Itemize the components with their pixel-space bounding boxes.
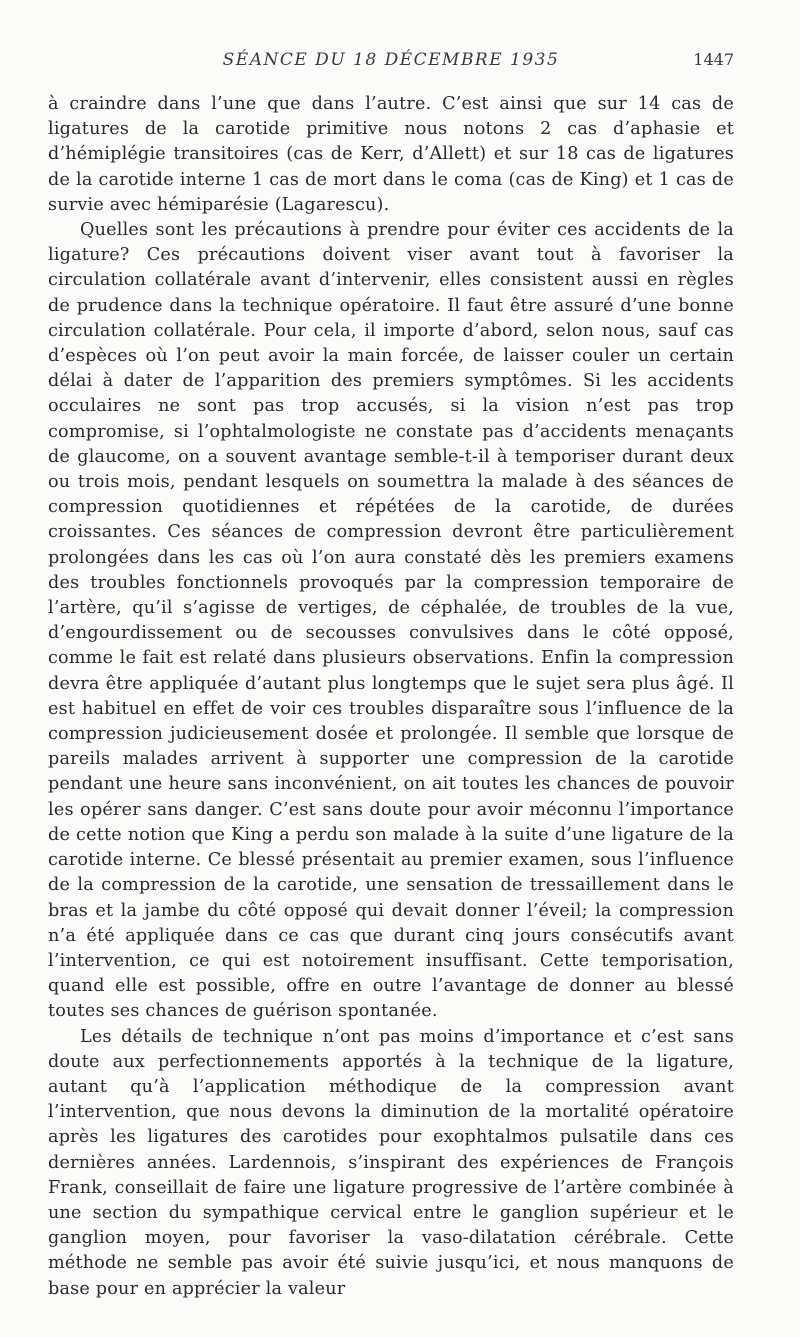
page-number: 1447: [693, 50, 734, 69]
paragraph: à craindre dans l’une que dans l’autre. C’est ainsi que sur 14 cas de ligatures de la carotide primitive nous notons 2 cas d’aphasie et d’hémiplégie transitoires (cas de Kerr, d’Allett) et sur 18 cas de ligatures de la carotide interne 1 cas de mort dans le coma (cas de King) et 1 cas de survie avec hémiparésie (Lagarescu).: [48, 94, 734, 215]
paragraph: Les détails de technique n’ont pas moins d’importance et c’est sans doute aux perfectionnements apportés à la technique de la ligature, autant qu’à l’application méthodique de la compression avant l’intervention, que nous devons la diminution de la mortalité opératoire après les ligatures des carotides pour exophtalmos pulsatile dans ces dernières années. Lardennois, s’inspirant des expériences de François Frank, conseillait de faire une ligature progressive de l’artère combinée à une section du sympathique cervical entre le ganglion supérieur et le ganglion moyen, pour favoriser la vaso-dilatation cérébrale. Cette méthode ne semble pas avoir été suivie jusqu’ici, et nous manquons de base pour en apprécier la valeur: [48, 1026, 734, 1299]
running-head: SÉANCE DU 18 DÉCEMBRE 1935: [222, 50, 560, 70]
body-text: [48, 92, 734, 1302]
page: [48, 40, 734, 1302]
paragraph: Quelles sont les précautions à prendre pour éviter ces accidents de la ligature? Ces précautions doivent viser avant tout à favoriser la circulation collatérale avant d’intervenir, elles consistent aussi en règles de prudence dans la technique opératoire. Il faut être assuré d’une bonne circulation collatérale. Pour cela, il importe d’abord, selon nous, sauf cas d’espèces où l’on peut avoir la main forcée, de laisser couler un certain délai à dater de l’apparition des premiers symptômes. Si les accidents occulaires ne sont pas trop accusés, si la vision n’est pas trop compromise, si l’ophtalmologiste ne constate pas d’accidents menaçants de glaucome, on a souvent avantage semble-t-il à temporiser durant deux ou trois mois, pendant lesquels on soumettra la malade à des séances de compression quotidiennes et répétées de la carotide, de durées croissantes. Ces séances de compression devront être particulièrement prolongées dans les cas où l’on aura constaté dès les premiers examens des troubles fonctionnels provoqués par la compression temporaire de l’artère, qu’il s’agisse de vertiges, de céphalée, de troubles de la vue, d’engourdissement ou de secousses convulsives dans le côté opposé, comme le fait est relaté dans plusieurs observations. Enfin la compression devra être appliquée d’autant plus longtemps que le sujet sera plus âgé. Il est habituel en effet de voir ces troubles disparaître sous l’influence de la compression judicieusement dosée et prolongée. Il semble que lorsque de pareils malades arrivent à supporter une compression de la carotide pendant une heure sans inconvénient, on ait toutes les chances de pouvoir les opérer sans danger. C’est sans doute pour avoir méconnu l’importance de cette notion que King a perdu son malade à la suite d’une ligature de la carotide interne. Ce blessé présentait au premier examen, sous l’influence de la compression de la carotide, une sensation de tressaillement dans le bras et la jambe du côté opposé qui devait donner l’éveil; la compression n’a été appliquée dans ce cas que durant cinq jours consécutifs avant l’intervention, ce qui est notoirement insuffisant. Cette temporisation, quand elle est possible, offre en outre l’avantage de donner au blessé toutes ses chances de guérison spontanée.: [48, 220, 734, 1022]
page-header: [48, 40, 734, 70]
